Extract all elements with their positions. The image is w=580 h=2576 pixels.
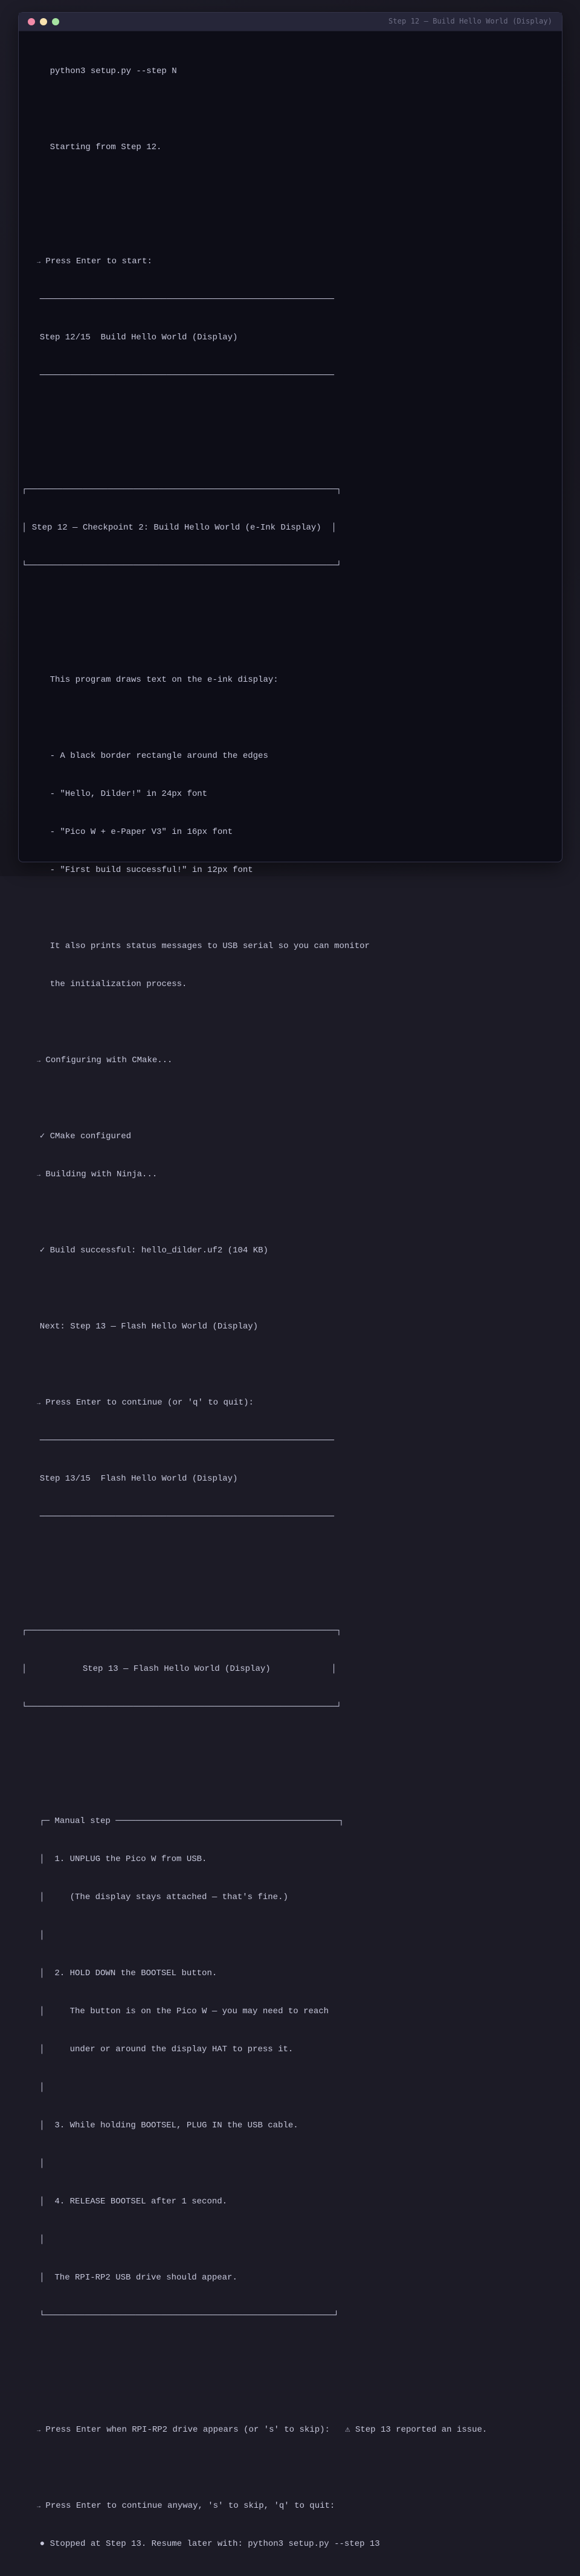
warning-text: Step 13 reported an issue. bbox=[350, 2425, 488, 2435]
next-step-message: Next: Step 13 — Flash Hello World (Display) bbox=[30, 1322, 259, 1331]
arrow-icon: → bbox=[30, 1172, 41, 1179]
prompt-continue-anyway bbox=[30, 2500, 556, 2513]
close-button[interactable] bbox=[28, 18, 35, 25]
manual-step-box-bottom: └─────────────────────────────────────────────────────────┘ bbox=[24, 2311, 339, 2321]
blank-line bbox=[30, 1359, 556, 1371]
blank-line bbox=[30, 1549, 556, 1562]
manual-step-box-top: ┌─ Manual step ────────────────────────────────────────────┐ bbox=[24, 1816, 344, 1826]
blank-line bbox=[30, 1777, 556, 1790]
stopped-message bbox=[30, 2538, 556, 2551]
blank-line bbox=[30, 179, 556, 192]
arrow-icon: → bbox=[30, 1058, 41, 1065]
blank-line bbox=[30, 1206, 556, 1219]
checkpoint-title: │ Step 12 — Checkpoint 2: Build Hello World (e-Ink Display) │ bbox=[22, 523, 337, 533]
minimize-button[interactable] bbox=[40, 18, 47, 25]
divider: ────────────────────────────────────────────────────────── bbox=[30, 371, 335, 380]
blank-line bbox=[30, 1587, 556, 1600]
manual-step-spacer: │ bbox=[24, 2083, 45, 2092]
prompt-press-enter-continue bbox=[30, 1397, 556, 1409]
terminal-window bbox=[18, 12, 562, 2549]
step-13-title: │ Step 13 — Flash Hello World (Display) │ bbox=[22, 1664, 337, 1674]
box-bottom-border: └─────────────────────────────────────────────────────────────┘ bbox=[22, 561, 342, 571]
prompt-text: Press Enter to continue (or 'q' to quit): bbox=[40, 1398, 254, 1408]
description-intro: This program draws text on the e-ink display: bbox=[30, 675, 279, 685]
warning-icon: ⚠ bbox=[345, 2425, 350, 2435]
blank-line bbox=[30, 446, 556, 458]
manual-step-item: │ 2. HOLD DOWN the BOOTSEL button. bbox=[24, 1969, 218, 1978]
description-item: - "Pico W + e-Paper V3" in 16px font bbox=[30, 827, 233, 837]
blank-line bbox=[30, 1092, 556, 1105]
divider: ────────────────────────────────────────────────────────── bbox=[30, 295, 335, 304]
blank-line bbox=[30, 902, 556, 915]
description-item: - "Hello, Dilder!" in 24px font bbox=[30, 789, 208, 799]
description-serial: It also prints status messages to USB serial so you can monitor bbox=[30, 941, 370, 951]
status-cmake-configured: ✓ CMake configured bbox=[30, 1132, 132, 1141]
divider: ────────────────────────────────────────────────────────── bbox=[30, 1512, 335, 1522]
box-top-border: ┌─────────────────────────────────────────────────────────────┐ bbox=[22, 485, 342, 495]
manual-step-item: │ 4. RELEASE BOOTSEL after 1 second. bbox=[24, 2197, 228, 2206]
terminal-output[interactable] bbox=[22, 40, 556, 2576]
arrow-icon: → bbox=[30, 2504, 41, 2510]
manual-step-item: │ The button is on the Pico W — you may need to reach bbox=[24, 2007, 329, 2016]
prompt-text: Press Enter to continue anyway, 's' to skip, 'q' to quit: bbox=[40, 2501, 335, 2511]
manual-step-spacer: │ bbox=[24, 2235, 45, 2244]
step-header: Step 12/15 Build Hello World (Display) bbox=[30, 333, 238, 342]
prompt-text: Press Enter when RPI-RP2 drive appears (or 's' to skip): bbox=[40, 2425, 346, 2435]
status-building bbox=[30, 1168, 556, 1181]
prompt-text: Press Enter to start: bbox=[40, 257, 152, 266]
status-text: Building with Ninja... bbox=[40, 1170, 158, 1179]
status-configuring bbox=[30, 1054, 556, 1067]
blank-line bbox=[30, 2348, 556, 2360]
stopped-text: Stopped at Step 13. Resume later with: python3 setup.py --step 13 bbox=[45, 2539, 380, 2549]
blank-line bbox=[30, 636, 556, 649]
blank-line bbox=[30, 712, 556, 725]
blank-line bbox=[30, 598, 556, 610]
manual-step-item: │ under or around the display HAT to press it. bbox=[24, 2045, 294, 2054]
box-bottom-border: └─────────────────────────────────────────────────────────────┘ bbox=[22, 1702, 342, 1712]
prompt-rpi-rp2 bbox=[30, 2424, 556, 2437]
maximize-button[interactable] bbox=[52, 18, 59, 25]
manual-step-spacer: │ bbox=[24, 2159, 45, 2168]
description-item: - "First build successful!" in 12px font bbox=[30, 865, 253, 875]
blank-line bbox=[30, 1283, 556, 1295]
step-header: Step 13/15 Flash Hello World (Display) bbox=[30, 1474, 238, 1484]
command-hint: python3 setup.py --step N bbox=[30, 66, 177, 76]
manual-step-spacer: │ bbox=[24, 1930, 45, 1940]
starting-message: Starting from Step 12. bbox=[30, 143, 162, 152]
arrow-icon: → bbox=[30, 1400, 41, 1407]
blank-line bbox=[30, 408, 556, 420]
status-build-successful: ✓ Build successful: hello_dilder.uf2 (104 KB) bbox=[30, 1246, 268, 1255]
divider: ────────────────────────────────────────────────────────── bbox=[30, 1436, 335, 1446]
arrow-icon: → bbox=[30, 2427, 41, 2434]
window-title: Step 12 — Build Hello World (Display) bbox=[388, 17, 552, 25]
blank-line bbox=[30, 1739, 556, 1752]
description-serial-cont: the initialization process. bbox=[30, 979, 187, 989]
prompt-press-enter-start bbox=[30, 255, 556, 268]
manual-step-item: │ (The display stays attached — that's fine.) bbox=[24, 1892, 288, 1902]
manual-step-item: │ The RPI-RP2 USB drive should appear. bbox=[24, 2273, 237, 2283]
box-top-border: ┌─────────────────────────────────────────────────────────────┐ bbox=[22, 1626, 342, 1636]
arrow-icon: → bbox=[30, 259, 41, 266]
manual-step-item: │ 3. While holding BOOTSEL, PLUG IN the USB cable. bbox=[24, 2121, 298, 2130]
blank-line bbox=[30, 2462, 556, 2475]
blank-line bbox=[30, 1016, 556, 1029]
blank-line bbox=[30, 2386, 556, 2398]
blank-line bbox=[30, 103, 556, 116]
manual-step-item: │ 1. UNPLUG the Pico W from USB. bbox=[24, 1854, 207, 1864]
blank-line bbox=[30, 217, 556, 230]
title-bar bbox=[19, 13, 562, 31]
description-item: - A black border rectangle around the edges bbox=[30, 751, 268, 761]
bullet-icon: ● bbox=[30, 2539, 45, 2549]
status-text: Configuring with CMake... bbox=[40, 1056, 173, 1065]
